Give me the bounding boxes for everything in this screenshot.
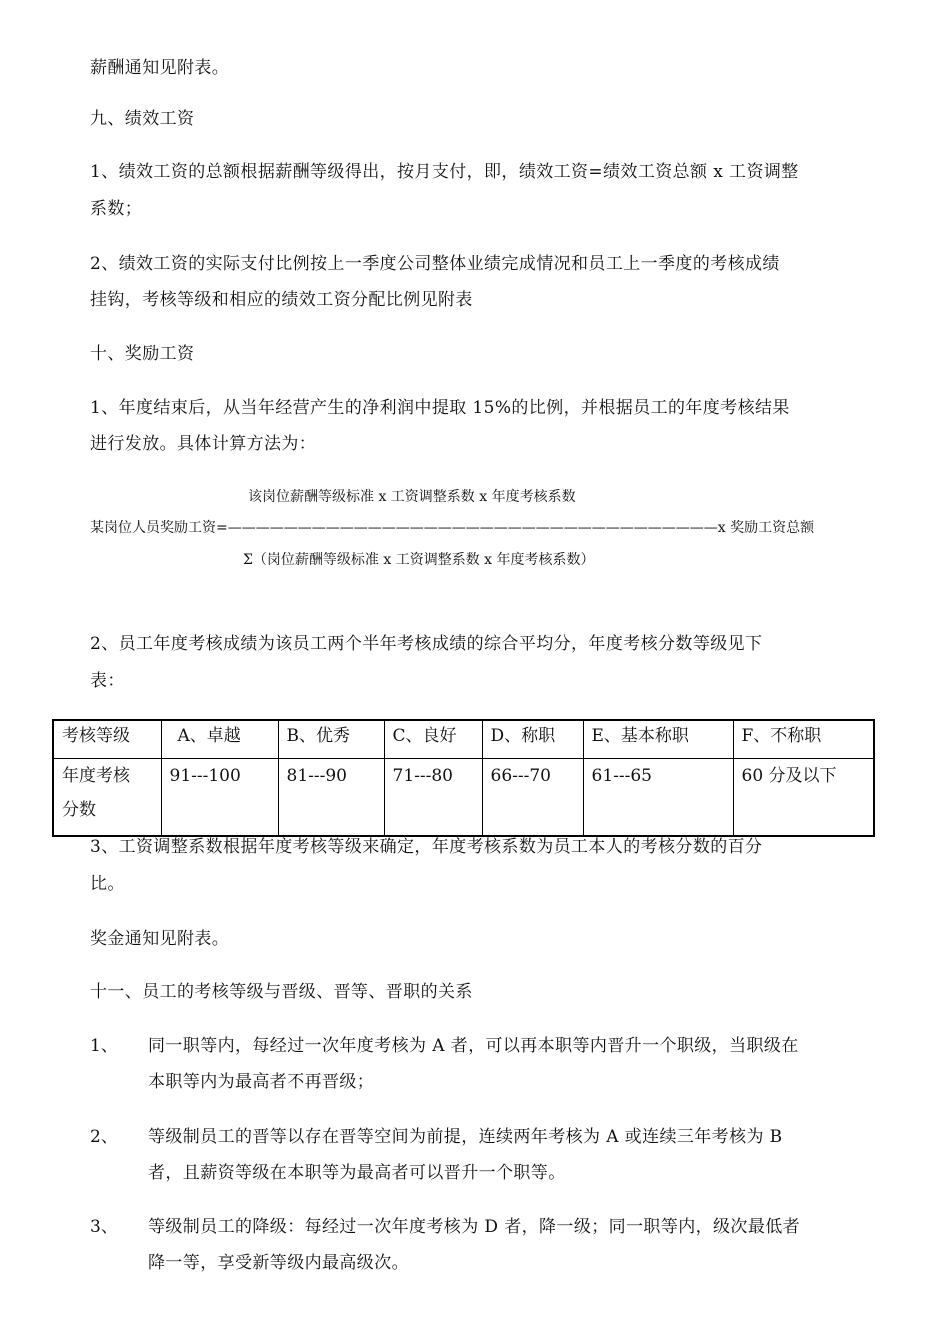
table-header-cell: D、称职 [482, 720, 583, 759]
list-item-number: 2、 [90, 1127, 118, 1147]
paragraph-bonus-1-line1: 1、年度结束后，从当年经营产生的净利润中提取 15%的比例，并根据员工的年度考核结果 [90, 398, 790, 418]
table-row [53, 759, 874, 837]
paragraph-performance-1-line2: 系数； [90, 199, 143, 219]
formula-denominator: Σ（岗位薪酬等级标准 x 工资调整系数 x 年度考核系数） [243, 552, 595, 568]
list-item-text-line1: 等级制员工的晋等以存在晋等空间为前提，连续两年考核为 A 或连续三年考核为 B [148, 1127, 783, 1147]
paragraph-adjustment-coef-line1: 3、工资调整系数根据年度考核等级来确定，年度考核系数为员工本人的考核分数的百分 [90, 837, 763, 857]
table-row-label [53, 759, 161, 837]
row-label-line2: 分数 [62, 800, 96, 820]
list-item-text-line1: 等级制员工的降级：每经过一次年度考核为 D 者，降一级；同一职等内，级次最低者 [148, 1217, 801, 1237]
table-header-cell: E、基本称职 [583, 720, 733, 759]
list-item-text-line2: 降一等，享受新等级内最高级次。 [148, 1253, 409, 1273]
list-item-text-line1: 同一职等内，每经过一次年度考核为 A 者，可以再本职等内晋升一个职级，当职级在 [148, 1036, 799, 1056]
table-header-cell: F、不称职 [733, 720, 874, 759]
formula-numerator: 该岗位薪酬等级标准 x 工资调整系数 x 年度考核系数 [248, 489, 576, 505]
table-header-cell: C、良好 [384, 720, 482, 759]
paragraph-adjustment-coef-line2: 比。 [90, 874, 125, 894]
table-cell: 66---70 [482, 759, 583, 837]
section-heading-grade-relations: 十一、员工的考核等级与晋级、晋等、晋职的关系 [90, 982, 473, 1002]
section-heading-performance-pay: 九、绩效工资 [90, 109, 195, 129]
paragraph-performance-1-line1: 1、绩效工资的总额根据薪酬等级得出，按月支付，即，绩效工资=绩效工资总额 x 工资调整 [90, 162, 799, 182]
row-label-line1: 年度考核 [62, 766, 130, 786]
paragraph-performance-2-line2: 挂钩，考核等级和相应的绩效工资分配比例见附表 [90, 290, 473, 310]
formula-main-line: 某岗位人员奖励工资=———————————————————————————————————x 奖励工资总额 [90, 520, 815, 536]
list-item-text-line2: 者，且薪资等级在本职等为最高者可以晋升一个职等。 [148, 1163, 566, 1183]
table-cell: 91---100 [161, 759, 278, 837]
list-item-number: 1、 [90, 1036, 118, 1056]
table-cell: 71---80 [384, 759, 482, 837]
table-header-cell: A、卓越 [161, 720, 278, 759]
section-heading-bonus-pay: 十、奖励工资 [90, 344, 195, 364]
table-cell: 81---90 [278, 759, 384, 837]
paragraph-annual-score-line2: 表： [90, 671, 125, 691]
table-cell: 61---65 [583, 759, 733, 837]
paragraph-annual-score-line1: 2、员工年度考核成绩为该员工两个半年考核成绩的综合平均分，年度考核分数等级见下 [90, 634, 763, 654]
list-item-text-line2: 本职等内为最高者不再晋级； [148, 1072, 375, 1092]
paragraph-bonus-notice: 奖金通知见附表。 [90, 929, 230, 949]
table-cell: 60 分及以下 [733, 759, 874, 837]
table-header-cell: 考核等级 [53, 720, 161, 759]
paragraph-salary-notice: 薪酬通知见附表。 [90, 58, 230, 78]
grade-score-table [52, 719, 875, 837]
table-header-row [53, 720, 874, 759]
paragraph-bonus-1-line2: 进行发放。具体计算方法为： [90, 434, 317, 454]
table-header-cell: B、优秀 [278, 720, 384, 759]
paragraph-performance-2-line1: 2、绩效工资的实际支付比例按上一季度公司整体业绩完成情况和员工上一季度的考核成绩 [90, 254, 780, 274]
list-item-number: 3、 [90, 1217, 118, 1237]
